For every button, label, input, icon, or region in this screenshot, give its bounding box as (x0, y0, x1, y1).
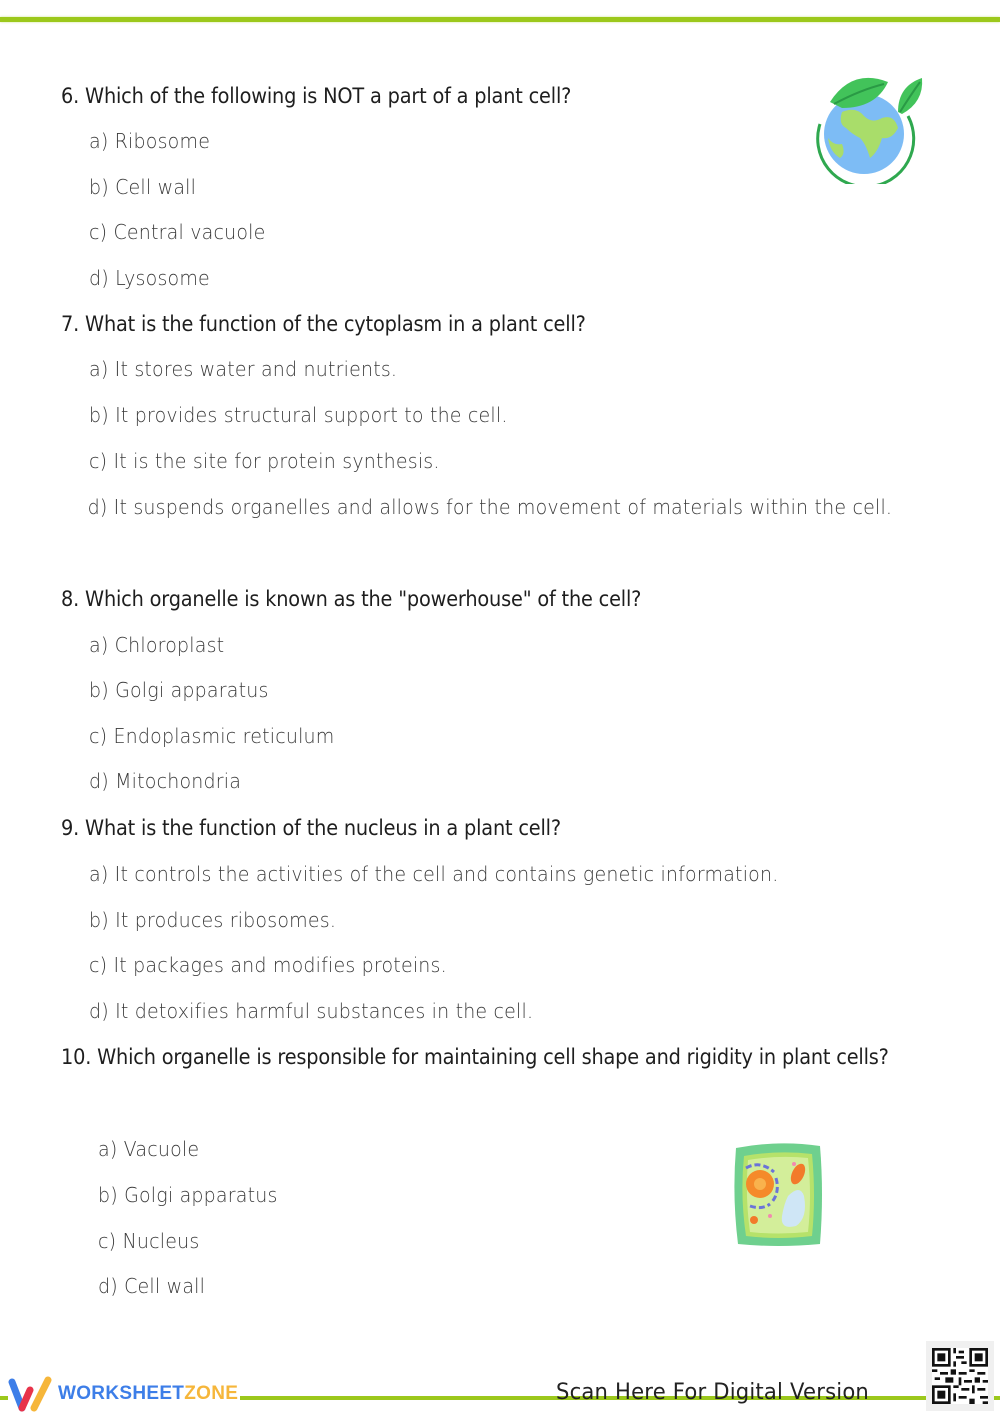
q10-option-c: c) Nucleus (98, 1229, 200, 1253)
logo-text-worksheet: WORKSHEET (58, 1383, 185, 1404)
earth-with-leaves-icon (812, 68, 930, 184)
q9-option-b: b) It produces ribosomes. (89, 908, 337, 932)
worksheetzone-logo[interactable] (8, 1376, 240, 1412)
q10-option-b: b) Golgi apparatus (98, 1183, 278, 1207)
question-7: 7. What is the function of the cytoplasm in a plant cell? (61, 312, 586, 336)
q8-option-a: a) Chloroplast (89, 633, 225, 657)
plant-cell-icon (730, 1140, 826, 1250)
q10-option-d: d) Cell wall (98, 1274, 206, 1298)
q6-option-d: d) Lysosome (89, 266, 210, 290)
logo-w-icon (8, 1376, 56, 1412)
q10-option-a: a) Vacuole (98, 1137, 200, 1161)
q6-option-c: c) Central vacuole (89, 220, 266, 244)
question-10: 10. Which organelle is responsible for maintaining cell shape and rigidity in plant cells? (61, 1045, 889, 1069)
q6-option-b: b) Cell wall (89, 175, 197, 199)
qr-code-graphic (932, 1348, 988, 1404)
question-6: 6. Which of the following is NOT a part of a plant cell? (61, 84, 572, 108)
q9-option-d: d) It detoxifies harmful substances in the cell. (89, 999, 534, 1023)
question-8: 8. Which organelle is known as the "powerhouse" of the cell? (61, 587, 642, 611)
q6-option-a: a) Ribosome (89, 129, 211, 153)
q7-option-b: b) It provides structural support to the cell. (89, 403, 508, 427)
question-9: 9. What is the function of the nucleus in a plant cell? (61, 816, 561, 840)
q9-option-a: a) It controls the activities of the cell and contains genetic information. (89, 862, 779, 886)
top-divider (0, 17, 1000, 22)
q9-option-c: c) It packages and modifies proteins. (89, 953, 447, 977)
logo-text-zone: ZONE (184, 1383, 239, 1404)
q8-option-b: b) Golgi apparatus (89, 678, 269, 702)
q7-option-c: c) It is the site for protein synthesis. (89, 449, 440, 473)
q8-option-c: c) Endoplasmic reticulum (89, 724, 335, 748)
scan-label: Scan Here For Digital Version (556, 1380, 870, 1405)
q8-option-d: d) Mitochondria (89, 769, 242, 793)
qr-code-icon[interactable] (926, 1341, 994, 1411)
q7-option-d: d) It suspends organelles and allows for the movement of materials within the cell. (87, 495, 893, 519)
q7-option-a: a) It stores water and nutrients. (89, 357, 398, 381)
